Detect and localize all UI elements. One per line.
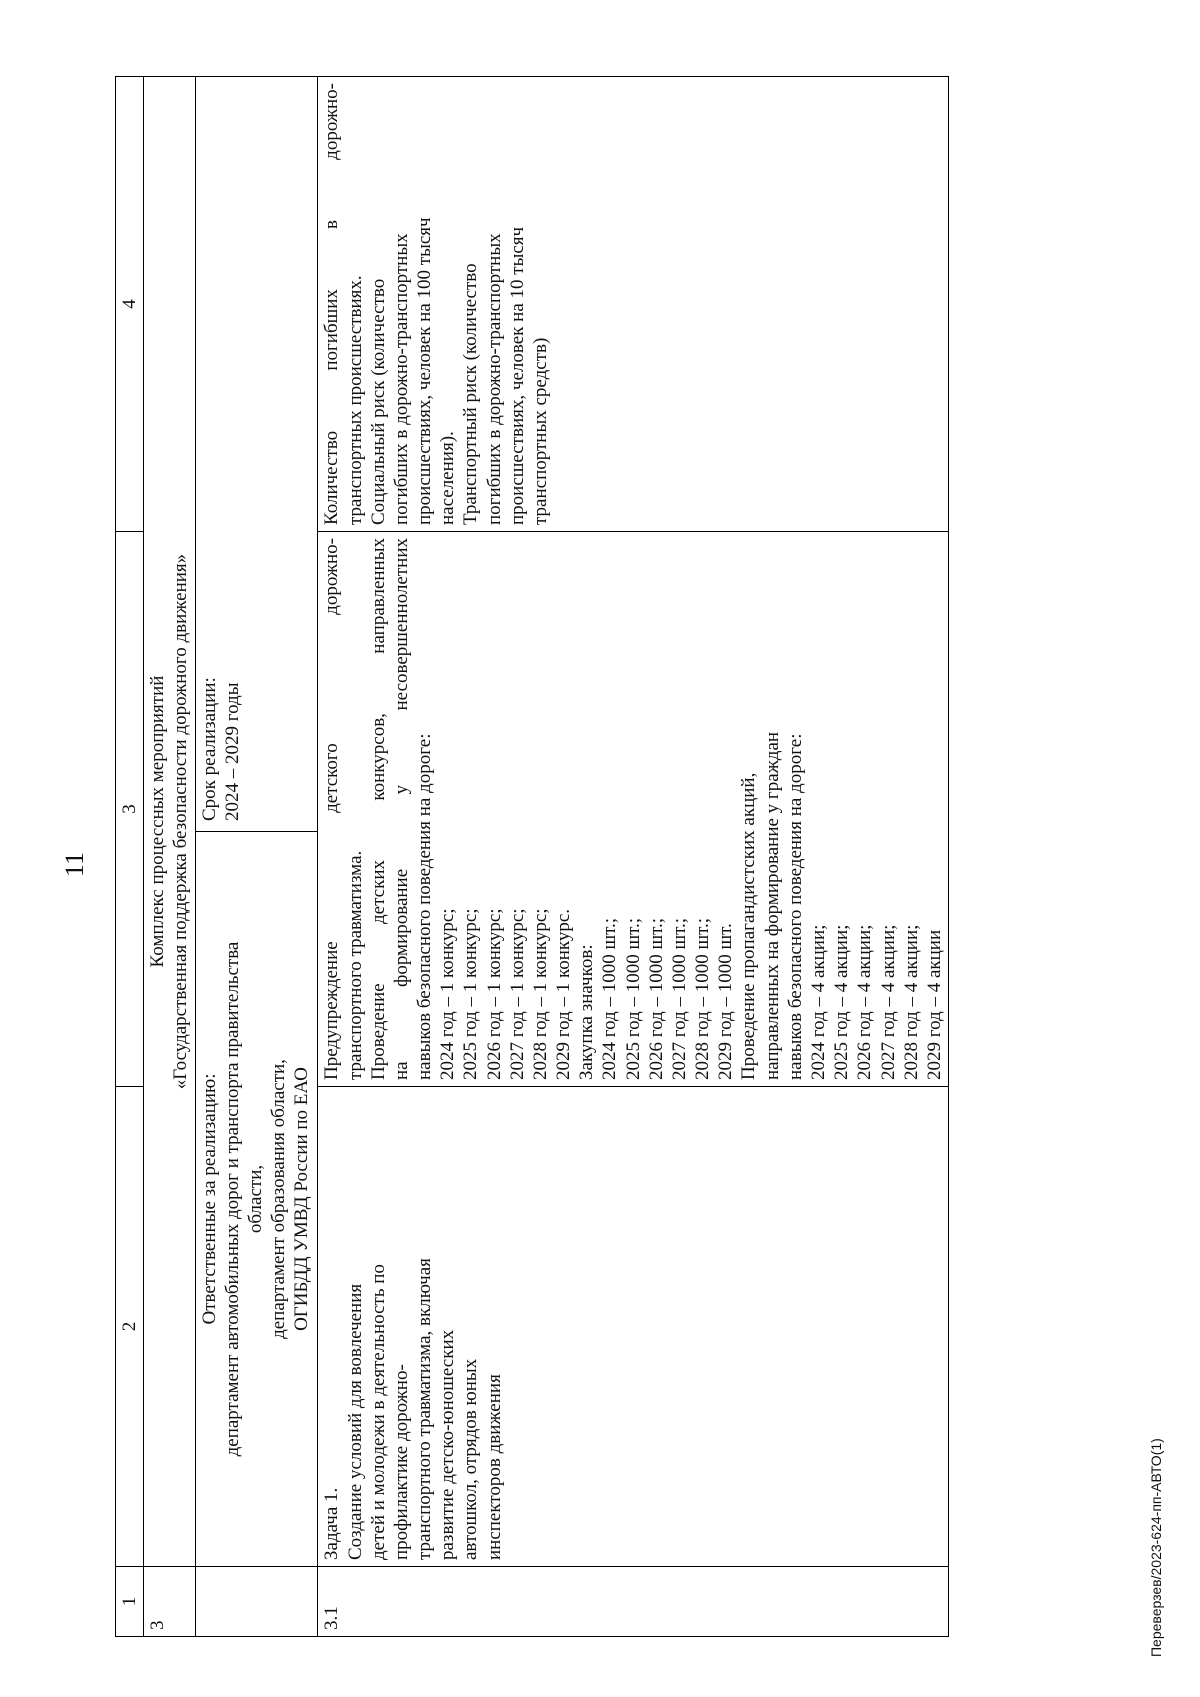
task-line-6: развитие детско-юношеских [437, 1329, 459, 1560]
responsible-label: Ответственные за реализацию: [198, 1073, 220, 1325]
task-line-1: Задача 1. [321, 1487, 343, 1560]
task-row [318, 77, 949, 1637]
indicator-line-8: происшествиях, человек на 10 тысяч [506, 226, 528, 525]
contest-item: 2029 год – 1 конкурс. [553, 908, 575, 1080]
measures-formation-line: на формирование у несовершеннолетних [390, 538, 412, 1080]
action-item: 2025 год – 4 акции; [831, 924, 853, 1080]
responsible-cell [195, 832, 318, 1567]
indicator-deaths-line: Количество погибших в дорожно- [321, 83, 343, 525]
measures-contests-line: Проведение детских конкурсов, направленных [367, 538, 389, 1080]
indicator-line-9: транспортных средств) [529, 337, 551, 525]
action-item: 2026 год – 4 акции; [854, 924, 876, 1080]
indicator-line-2: Социальный риск (количество [367, 278, 389, 525]
col-header-2: 2 [116, 1087, 144, 1567]
indicator-line-1: транспортных происшествиях. [344, 275, 366, 525]
contest-item: 2024 год – 1 конкурс; [437, 908, 459, 1080]
col-header-4: 4 [116, 77, 144, 532]
responsible-line-2: области, [244, 1164, 266, 1234]
complex-title-line2: «Государственная поддержка безопасности дорожного движения» [170, 553, 192, 1090]
responsible-line-4: ОГИБДД УМВД России по ЕАО [291, 1067, 313, 1331]
col-header-1: 1 [116, 1567, 144, 1637]
complex-number: 3 [144, 1567, 195, 1637]
indicator-line-7: погибших в дорожно-транспортных [483, 233, 505, 525]
task-number: 3.1 [318, 1567, 949, 1637]
measures-table [115, 76, 949, 1637]
actions-intro-line-3: навыков безопасного поведения на дороге: [784, 733, 806, 1080]
period-label: Срок реализации: [198, 677, 220, 821]
column-number-row [116, 77, 144, 1637]
task-line-7: автошкол, отрядов юных [460, 1358, 482, 1560]
badge-item: 2025 год – 1000 шт.; [622, 918, 644, 1080]
indicator-line-3: погибших в дорожно-транспортных [390, 233, 412, 525]
measures-prevention-line: Предупреждение детского дорожно- [321, 538, 343, 1080]
responsible-row [195, 77, 318, 1637]
action-item: 2027 год – 4 акции; [877, 924, 899, 1080]
badge-item: 2024 год – 1000 шт.; [599, 918, 621, 1080]
actions-intro-line-2: направленных на формирование у граждан [761, 731, 783, 1080]
contest-item: 2028 год – 1 конкурс; [529, 908, 551, 1080]
period-cell [195, 77, 318, 832]
responsible-line-3: департамент образования области, [268, 1059, 290, 1339]
action-item: 2024 год – 4 акции; [807, 924, 829, 1080]
contest-item: 2027 год – 1 конкурс; [506, 908, 528, 1080]
badge-item: 2028 год – 1000 шт.; [692, 918, 714, 1080]
document-code: Переверзев/2023-624-пп-АВТО(1) [1148, 1438, 1164, 1657]
badges-title: Закупка значков: [576, 944, 598, 1080]
period-value: 2024 – 2029 годы [221, 682, 243, 821]
task-line-8: инспекторов движения [483, 1374, 505, 1560]
action-item: 2029 год – 4 акции [923, 929, 945, 1080]
indicator-line-6: Транспортный риск (количество [460, 263, 482, 525]
responsible-line-1: департамент автомобильных дорог и транспорта правительства [221, 941, 243, 1457]
task-line-3: детей и молодежи в деятельность по [367, 1264, 389, 1560]
task-line-2: Создание условий для вовлечения [344, 1283, 366, 1560]
complex-title-row [144, 77, 195, 1637]
badge-item: 2026 год – 1000 шт.; [645, 918, 667, 1080]
complex-title [144, 77, 195, 1567]
task-line-5: транспортного травматизма, включая [414, 1258, 436, 1560]
indicators-cell [318, 77, 949, 532]
contest-item: 2026 год – 1 конкурс; [483, 908, 505, 1080]
responsible-empty-cell [195, 1567, 318, 1637]
measures-table-wrapper [115, 77, 949, 1637]
contest-item: 2025 год – 1 конкурс; [460, 908, 482, 1080]
measures-trauma-line: транспортного травматизма. [344, 850, 366, 1080]
task-line-4: профилактике дорожно- [390, 1364, 412, 1560]
badge-item: 2027 год – 1000 шт.; [668, 918, 690, 1080]
action-item: 2028 год – 4 акции; [900, 924, 922, 1080]
badge-item: 2029 год – 1000 шт. [715, 923, 737, 1080]
measures-skills-line: навыков безопасного поведения на дороге: [414, 733, 436, 1080]
complex-title-line1: Комплекс процессных мероприятий [147, 675, 169, 968]
actions-intro-line-1: Проведение пропагандистских акций, [738, 772, 760, 1080]
indicator-line-5: населения). [437, 431, 459, 525]
measures-cell [318, 532, 949, 1087]
task-description [318, 1087, 949, 1567]
col-header-3: 3 [116, 532, 144, 1087]
page-number: 11 [60, 851, 89, 877]
indicator-line-4: происшествиях, человек на 100 тысяч [414, 217, 436, 525]
